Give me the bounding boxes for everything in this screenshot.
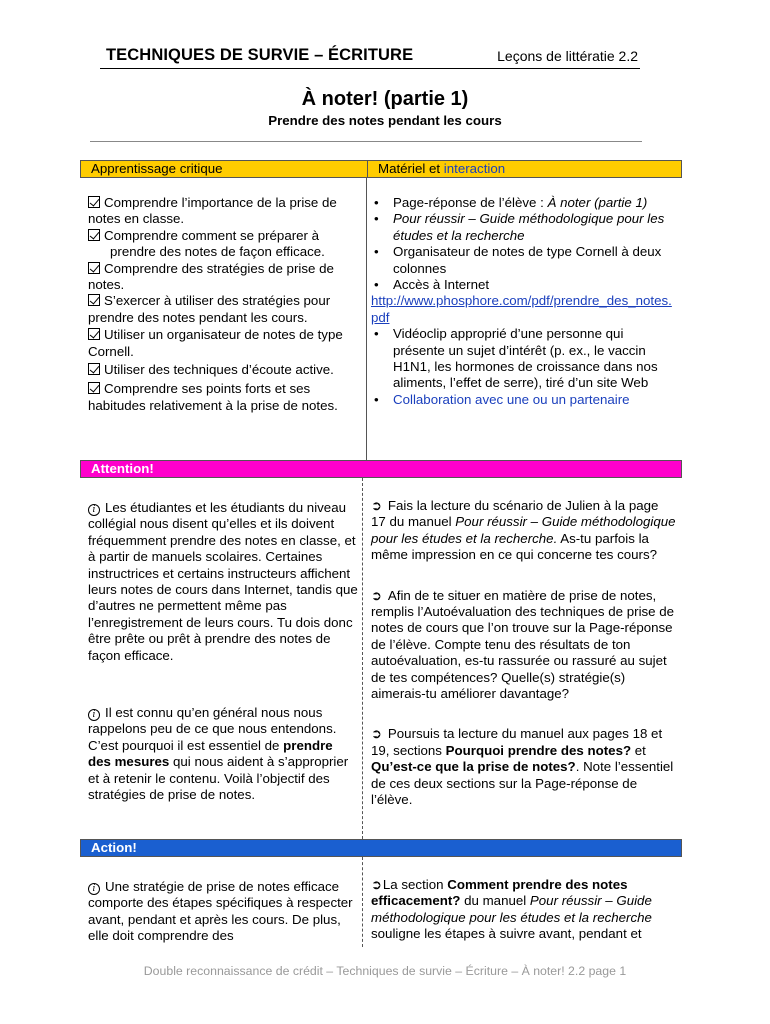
arrow-icon: ➲ (371, 877, 382, 892)
arrow-icon: ➲ (371, 498, 382, 513)
criteria-item: Utiliser un organisateur de notes de type Cornell. (88, 327, 343, 359)
paragraph: i Il est connu qu’en général nous nous rappelons peu de ce que nous entendons. C’est pourquoi il est essentiel de prendre des mesures qui nous aident à s’approprier et à retenir le contenu. Voilà l’objectif des stratégies de prise de notes. (88, 705, 349, 803)
arrow-icon: ➲ (371, 726, 382, 742)
attention-right (371, 498, 676, 809)
attention-left (88, 500, 358, 804)
checkbox-icon (88, 382, 100, 394)
checkbox-icon (88, 294, 100, 306)
criteria-item: Comprendre comment se préparer à prendre des notes de façon efficace. (88, 228, 358, 261)
resource-link[interactable]: http://www.phosphore.com/pdf/prendre_des_notes.pdf (371, 293, 672, 325)
paragraph: ➲ Afin de te situer en matière de prise de notes, remplis l’Autoévaluation des techniques de prise de notes de cours que l’on trouve sur la Page-réponse de l’élève. Compte tenu des résultats de ton autoévaluation, es-tu rassurée ou rassuré au sujet de tes compétences? Quelle(s) stratégie(s) aimerais-tu améliorer davantage? (371, 587, 675, 702)
divider (90, 141, 642, 142)
criteria-item: Comprendre l’importance de la prise de notes en classe. (88, 195, 337, 227)
action-band (80, 839, 682, 857)
paragraph: i Une stratégie de prise de notes efficace comporte des étapes spécifiques à respecter avant, pendant et après les cours. De plus, elle doit comprendre des (88, 879, 353, 944)
page-header (100, 46, 640, 69)
criteria-item: Comprendre ses points forts et ses habitudes relativement à la prise de notes. (88, 381, 338, 413)
attention-label: Attention! (91, 461, 154, 476)
header-apprentissage: Apprentissage critique (81, 161, 368, 177)
page-subtitle: Prendre des notes pendant les cours (268, 113, 502, 128)
list-item: • Accès à Internet (374, 277, 490, 293)
paragraph: ➲ Poursuis ta lecture du manuel aux pages 18 et 19, sections Pourquoi prendre des notes? et Qu’est-ce que la prise de notes?. Note l’essentiel de ces deux sections sur la Page-réponse de l’élève. (371, 726, 674, 808)
arrow-icon: ➲ (371, 587, 382, 603)
list-item: • Organisateur de notes de type Cornell à deux colonnes (374, 244, 662, 276)
header-materiel (368, 161, 681, 177)
info-icon: i (88, 709, 100, 721)
criteria-item: Utiliser des techniques d’écoute active. (88, 362, 358, 378)
column-divider (366, 178, 367, 460)
materials-list (371, 195, 676, 408)
table-header-row (80, 160, 682, 178)
criteria-list (88, 195, 358, 414)
lesson-number: Leçons de littératie 2.2 (497, 48, 638, 64)
column-divider (362, 857, 363, 947)
criteria-item: Comprendre des stratégies de prise de notes. (88, 260, 334, 293)
header-materiel-accent: interaction (443, 161, 506, 176)
checkbox-icon (88, 196, 100, 208)
paragraph: ➲ Fais la lecture du scénario de Julien à la page 17 du manuel Pour réussir – Guide méthodologique pour les études et la recherche. As-tu parfois la même impression en ce qui concerne tes cours? (371, 498, 676, 563)
list-item: • Pour réussir – Guide méthodologique pour les études et la recherche (374, 211, 665, 243)
action-left (88, 879, 358, 945)
header-materiel-prefix: Matériel et (378, 161, 444, 176)
list-item: • Page-réponse de l’élève : À noter (partie 1) (374, 195, 648, 210)
list-item: • Vidéoclip approprié d’une personne qui présente un sujet d’intérêt (p. ex., le vaccin H1N1, les hormones de croissance dans nos aliments, l’effet de serre), tiré d’un site Web (374, 326, 658, 391)
action-label: Action! (91, 840, 137, 855)
page-footer: Double reconnaissance de crédit – Techniques de survie – Écriture – À noter! 2.2 page 1 (143, 964, 627, 978)
checkbox-icon (88, 262, 100, 274)
column-divider (362, 478, 363, 839)
criteria-item: S’exercer à utiliser des stratégies pour prendre des notes pendant les cours. (88, 293, 331, 325)
list-item: • Collaboration avec une ou un partenaire (374, 391, 630, 407)
paragraph: ➲La section Comment prendre des notes efficacement? du manuel Pour réussir – Guide méthodologique pour les études et la recherche souligne les étapes à suivre avant, pendant et (371, 877, 652, 942)
attention-band (80, 460, 682, 478)
checkbox-icon (88, 328, 100, 340)
checkbox-icon (88, 229, 100, 241)
page-title: À noter! (partie 1) (301, 88, 469, 110)
course-title: TECHNIQUES DE SURVIE – ÉCRITURE (106, 46, 414, 64)
action-right (371, 877, 676, 945)
info-icon: i (88, 883, 100, 895)
paragraph: i Les étudiantes et les étudiants du niveau collégial nous disent qu’elles et ils doivent fréquemment prendre des notes en classe, et à partir de manuels scolaires. Certaines instructrices et certains instructeurs affichent leurs notes de cours dans Internet, tandis que d’autres ne permettent même pas l’enregistrement de leurs cours. Tu dois donc être prête ou prêt à prendre des notes de façon efficace. (88, 500, 358, 663)
info-icon: i (88, 504, 100, 516)
checkbox-icon (88, 363, 100, 375)
